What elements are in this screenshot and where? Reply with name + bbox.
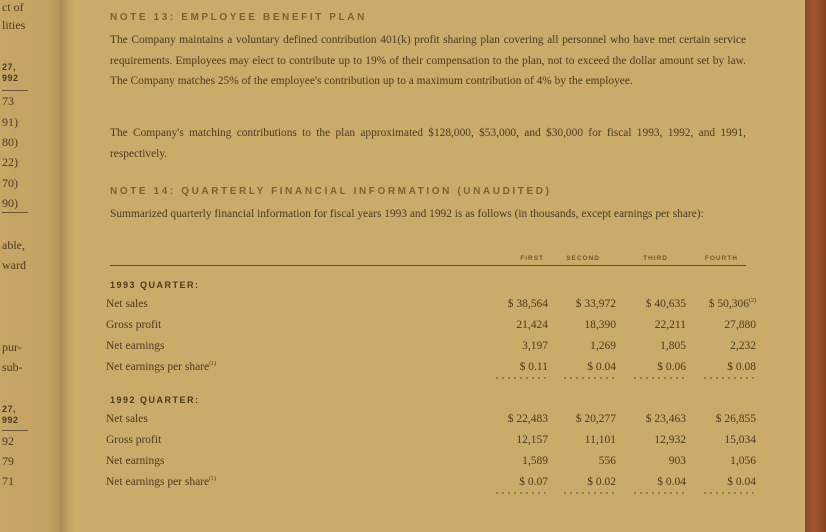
- table-cell-value: 22,211: [654, 319, 686, 331]
- table-cell-value: 556: [598, 455, 616, 467]
- footnote-marker: (2): [749, 298, 756, 305]
- row-label: [106, 340, 164, 352]
- table-cell-value: $ 33,972: [575, 298, 616, 310]
- table-cell-value: 2,232: [730, 340, 756, 352]
- table-cell: [626, 319, 686, 331]
- table-cell: [556, 319, 616, 331]
- table-cell-value: $ 0.04: [727, 476, 756, 488]
- table-cell: [696, 455, 756, 467]
- table-cell: [696, 361, 756, 373]
- table-cell: [626, 434, 686, 446]
- dotted-underline: [562, 377, 618, 379]
- left-page-rule: [2, 430, 28, 431]
- left-page-fragment: 27,: [2, 62, 17, 72]
- left-page-fragment: pur-: [2, 340, 22, 354]
- table-cell: [696, 413, 756, 425]
- section-title: 1992 QUARTER:: [110, 395, 200, 405]
- left-page-fragment: 91): [2, 115, 18, 129]
- table-cell-value: $ 23,463: [645, 413, 686, 425]
- table-cell: [488, 455, 548, 467]
- dotted-underline: [562, 492, 618, 494]
- table-cell-value: 12,157: [516, 434, 548, 446]
- table-cell: [626, 455, 686, 467]
- left-page-fragment: sub-: [2, 360, 23, 374]
- table-cell-value: 11,101: [584, 434, 616, 446]
- row-label: [106, 319, 161, 331]
- left-page-fragment: 73: [2, 94, 14, 108]
- table-cell-value: 12,932: [654, 434, 686, 446]
- table-cell-value: $ 40,635: [645, 298, 686, 310]
- left-page-fragment: ct of: [2, 0, 24, 14]
- left-page-fragment: lities: [2, 18, 26, 32]
- table-cell-value: 1,589: [522, 455, 548, 467]
- table-cell: [556, 413, 616, 425]
- table-cell-value: $ 0.06: [657, 361, 686, 373]
- table-cell: [696, 476, 756, 488]
- row-label: [106, 476, 216, 488]
- table-cell: [626, 298, 686, 310]
- table-cell-value: $ 0.02: [587, 476, 616, 488]
- row-label-text: Net earnings per share: [106, 361, 210, 373]
- table-cell: [488, 361, 548, 373]
- table-cell: [626, 413, 686, 425]
- row-label: [106, 455, 164, 467]
- table-cell-value: 1,269: [590, 340, 616, 352]
- table-cell-value: 1,805: [660, 340, 686, 352]
- row-label: [106, 413, 148, 425]
- row-label-text: Gross profit: [106, 434, 162, 446]
- row-label-text: Net earnings: [106, 455, 165, 467]
- table-cell-value: 18,390: [584, 319, 616, 331]
- left-page-fragment: 992: [2, 73, 19, 83]
- note-13-heading: NOTE 13: EMPLOYEE BENEFIT PLAN: [110, 12, 367, 23]
- dotted-underline: [494, 492, 550, 494]
- footnote-marker: (1): [209, 476, 217, 483]
- note-14-heading: NOTE 14: QUARTERLY FINANCIAL INFORMATION (UNAUDITED): [110, 186, 552, 197]
- table-cell-value: $ 22,483: [507, 413, 548, 425]
- table-cell-value: 903: [668, 455, 686, 467]
- left-page-fragment: 80): [2, 135, 18, 149]
- table-cell-value: $ 0.08: [727, 361, 756, 373]
- table-cell-value: 1,056: [730, 455, 756, 467]
- dotted-underline: [702, 377, 758, 379]
- column-header-third: THIRD: [643, 255, 668, 262]
- table-cell-value: 15,034: [724, 434, 756, 446]
- table-cell-value: 27,880: [724, 319, 756, 331]
- left-page-rule: [2, 212, 28, 213]
- row-label-text: Net earnings per share: [106, 476, 210, 488]
- table-cell-value: $ 50,306: [708, 298, 749, 310]
- table-cell: [488, 340, 548, 352]
- table-cell-value: $ 38,564: [507, 298, 548, 310]
- dotted-underline: [632, 492, 688, 494]
- table-cell: [626, 340, 686, 352]
- table-cell: [696, 319, 756, 331]
- left-page-fragment: 79: [2, 454, 14, 468]
- book-gutter: [60, 0, 74, 532]
- left-page-fragment: able,: [2, 238, 25, 252]
- table-cell: [696, 434, 756, 446]
- table-cell: [696, 340, 756, 352]
- left-page-fragment: 92: [2, 434, 14, 448]
- table-cell: [556, 455, 616, 467]
- row-label: [106, 434, 161, 446]
- row-label-text: Gross profit: [106, 319, 162, 331]
- row-label-text: Net earnings: [106, 340, 165, 352]
- left-page-fragment: 27,: [2, 404, 17, 414]
- left-page-fragment: 90): [2, 196, 18, 210]
- left-page: [0, 0, 60, 532]
- table-cell: [696, 298, 756, 310]
- note-13-paragraph-1: The Company maintains a voluntary defined contribution 401(k) profit sharing plan covering all personnel who have met certain service requirements. Employees may elect to contribute up to 19% of their compensation to the plan, not to exceed the dollar amount set by law. The Company matches 25% of the employee's contribution up to a maximum contribution of 4% by the employee.: [110, 34, 746, 87]
- table-cell: [488, 298, 548, 310]
- row-label-text: Net sales: [106, 298, 148, 310]
- table-cell: [626, 361, 686, 373]
- dotted-underline: [494, 377, 550, 379]
- table-cell-value: $ 26,855: [715, 413, 756, 425]
- left-page-fragment: 992: [2, 415, 19, 425]
- right-page: [74, 0, 805, 532]
- left-page-fragment: 22): [2, 155, 18, 169]
- left-page-rule: [2, 90, 28, 91]
- book-cover-edge: [805, 0, 826, 532]
- column-header-first: FIRST: [520, 255, 544, 262]
- table-cell-value: $ 0.04: [587, 361, 616, 373]
- table-cell-value: $ 0.07: [519, 476, 548, 488]
- dotted-underline: [702, 492, 758, 494]
- column-header-second: SECOND: [566, 255, 600, 262]
- table-cell: [556, 298, 616, 310]
- row-label: [106, 298, 148, 310]
- table-header-rule: [110, 265, 746, 266]
- row-label: [106, 361, 216, 373]
- left-page-fragment: 70): [2, 176, 18, 190]
- row-label-text: Net sales: [106, 413, 148, 425]
- table-cell: [556, 476, 616, 488]
- table-cell-value: $ 0.04: [657, 476, 686, 488]
- table-cell: [556, 340, 616, 352]
- left-page-fragment: ward: [2, 258, 26, 272]
- note-13-paragraph-2: The Company's matching contributions to the plan approximated $128,000, $53,000, and $30,000 for fiscal 1993, 1992, and 1991, respectively.: [110, 127, 746, 160]
- table-cell: [488, 319, 548, 331]
- footnote-marker: (1): [209, 361, 217, 368]
- table-cell: [488, 413, 548, 425]
- note-14-paragraph: Summarized quarterly financial information for fiscal years 1993 and 1992 is as follows (in thousands, except earnings per share):: [110, 208, 704, 220]
- section-title: 1993 QUARTER:: [110, 280, 200, 290]
- table-cell: [488, 434, 548, 446]
- column-header-fourth: FOURTH: [704, 255, 738, 262]
- table-cell: [626, 476, 686, 488]
- left-page-fragment: 71: [2, 474, 14, 488]
- table-cell: [556, 361, 616, 373]
- table-cell: [556, 434, 616, 446]
- table-cell-value: 21,424: [516, 319, 548, 331]
- dotted-underline: [632, 377, 688, 379]
- table-cell-value: $ 20,277: [575, 413, 616, 425]
- table-cell-value: 3,197: [522, 340, 548, 352]
- table-cell: [488, 476, 548, 488]
- table-cell-value: $ 0.11: [519, 361, 548, 373]
